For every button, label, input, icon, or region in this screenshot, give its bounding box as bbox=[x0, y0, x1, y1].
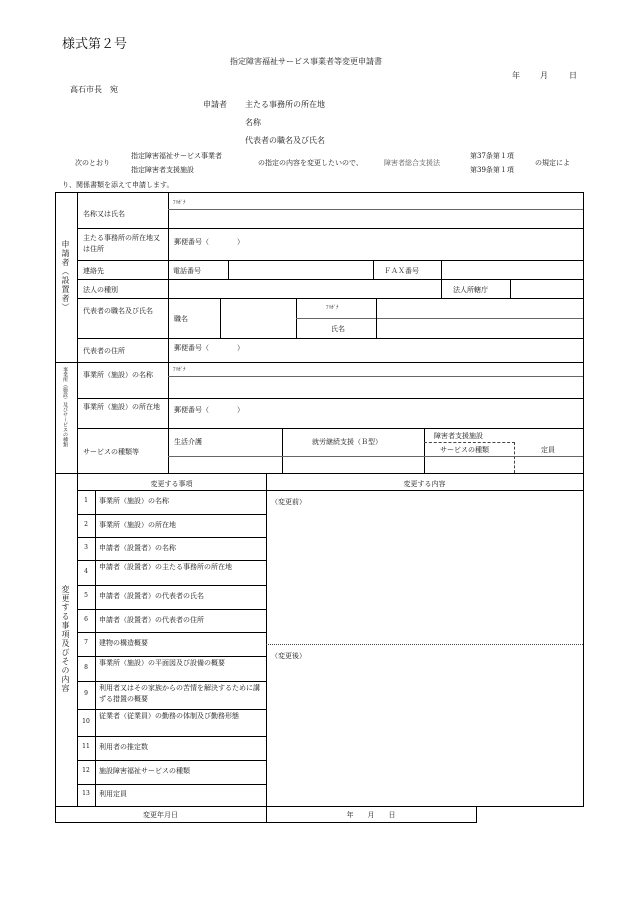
change-item-label: 事業所（施設）の平面図及び設備の概要 bbox=[99, 659, 225, 667]
change-item-number: 4 bbox=[84, 568, 88, 575]
change-item-label: 利用定員 bbox=[99, 790, 127, 798]
name-heading: 名称 bbox=[245, 118, 261, 127]
change-item-label: 申請者（設置者）の代表者の住所 bbox=[99, 616, 204, 624]
facility-furigana: ﾌﾘｶﾞﾅ bbox=[173, 367, 186, 373]
capacity-label: 定員 bbox=[541, 446, 555, 454]
applicant-section-label: 申請者（設置者） bbox=[61, 240, 70, 312]
change-item-number: 6 bbox=[84, 616, 88, 623]
change-item-label: 申請者（設置者）の代表者の氏名 bbox=[99, 592, 204, 600]
representative-label: 代表者の職名及び氏名 bbox=[83, 307, 153, 315]
change-item-label: 建物の構造概要 bbox=[99, 639, 148, 647]
representative-heading: 代表者の職名及び氏名 bbox=[245, 136, 325, 145]
change-content-header: 変更する内容 bbox=[403, 480, 446, 488]
intro-line2: り、関係書類を添えて申請します。 bbox=[62, 181, 174, 189]
corporation-type-label: 法人の種別 bbox=[83, 286, 118, 294]
applicant-name-label: 名称又は氏名 bbox=[83, 210, 125, 218]
change-item-number: 8 bbox=[84, 664, 88, 671]
change-item-number: 1 bbox=[84, 497, 88, 504]
change-item-label: 申請者（設置者）の主たる事務所の所在地 bbox=[99, 563, 232, 571]
change-before-label: （変更前） bbox=[271, 498, 306, 506]
service-employment-b: 就労継続支援（Ｂ型） bbox=[312, 438, 382, 446]
office-location-heading: 主たる事務所の所在地 bbox=[245, 100, 325, 109]
change-item-number: 7 bbox=[84, 639, 88, 646]
service-daily-care: 生活介護 bbox=[174, 438, 202, 446]
change-item-number: 3 bbox=[84, 544, 88, 551]
intro-article-39: 第39条第１項 bbox=[470, 166, 514, 174]
intro-type-facility: 指定障害者支援施設 bbox=[131, 166, 194, 174]
facility-name-label: 事業所（施設）の名称 bbox=[83, 371, 153, 379]
representative-name-label: 氏名 bbox=[331, 325, 345, 333]
contact-label: 連絡先 bbox=[83, 267, 104, 275]
intro-suffix: の規定によ bbox=[535, 159, 570, 167]
service-support-facility: 障害者支援施設 bbox=[434, 432, 483, 440]
office-postal: 郵便番号（ ） bbox=[174, 238, 244, 246]
representative-address-label: 代表者の住所 bbox=[83, 347, 125, 355]
facility-location-label: 事業所（施設）の所在地 bbox=[83, 403, 160, 411]
change-item-label: 施設障害福祉サービスの種類 bbox=[99, 767, 190, 775]
change-item-label: 事業所（施設）の所在地 bbox=[99, 521, 176, 529]
change-item-label: 申請者（設置者）の名称 bbox=[99, 544, 176, 552]
change-date-label: 変更年月日 bbox=[143, 811, 178, 819]
change-date-value: 年 月 日 bbox=[346, 811, 396, 819]
service-type-label: サービスの種類等 bbox=[83, 448, 139, 456]
facility-section-label: 事業所（施設）及びサービスの種類 bbox=[62, 367, 68, 447]
date-year: 年 bbox=[512, 71, 520, 80]
representative-postal: 郵便番号（ ） bbox=[174, 344, 244, 352]
addressee: 高石市長 宛 bbox=[70, 85, 118, 94]
intro-type-operator: 指定障害福祉サービス事業者 bbox=[131, 152, 222, 160]
intro-article-37: 第37条第１項 bbox=[470, 152, 514, 160]
fax-label: ＦＡＸ番号 bbox=[384, 267, 419, 275]
change-item-number: 10 bbox=[82, 718, 90, 725]
change-item-label: 利用者又はその家族からの苦情を解決するために講ずる措置の概要 bbox=[99, 684, 260, 703]
change-item-number: 13 bbox=[82, 790, 90, 797]
applicant-furigana: ﾌﾘｶﾞﾅ bbox=[173, 200, 186, 206]
representative-position-label: 職名 bbox=[174, 315, 188, 323]
date-month: 月 bbox=[540, 71, 548, 80]
change-items-header: 変更する事項 bbox=[150, 480, 193, 488]
intro-middle: の指定の内容を変更したいので、 bbox=[258, 159, 363, 167]
change-item-number: 5 bbox=[84, 592, 88, 599]
applicant-heading: 申請者 bbox=[203, 100, 227, 109]
change-item-label: 利用者の推定数 bbox=[99, 743, 148, 751]
change-item-label: 事業所（施設）の名称 bbox=[99, 497, 169, 505]
change-after-label: （変更後） bbox=[271, 652, 306, 660]
office-location-label: 主たる事務所の所在地又は住所 bbox=[83, 234, 160, 253]
change-item-number: 12 bbox=[82, 767, 90, 774]
change-item-label: 従業者（従業員）の勤務の体制及び勤務形態 bbox=[99, 712, 239, 720]
phone-label: 電話番号 bbox=[173, 267, 201, 275]
intro-law: 障害者総合支援法 bbox=[384, 159, 440, 167]
document-title: 指定障害福祉サービス事業者等変更申請書 bbox=[230, 57, 382, 66]
corporation-authority-label: 法人所轄庁 bbox=[453, 286, 488, 294]
change-item-number: 11 bbox=[82, 743, 90, 750]
changes-section-label: 変更する事項及びその内容 bbox=[61, 585, 70, 693]
representative-furigana: ﾌﾘｶﾞﾅ bbox=[326, 305, 339, 311]
service-kind-label: サービスの種類 bbox=[440, 446, 489, 454]
date-day: 日 bbox=[569, 71, 577, 80]
form-number: 様式第２号 bbox=[62, 37, 128, 52]
facility-postal: 郵便番号（ ） bbox=[174, 406, 244, 414]
intro-prefix: 次のとおり bbox=[75, 159, 110, 167]
change-item-number: 2 bbox=[84, 521, 88, 528]
change-item-number: 9 bbox=[84, 690, 88, 697]
